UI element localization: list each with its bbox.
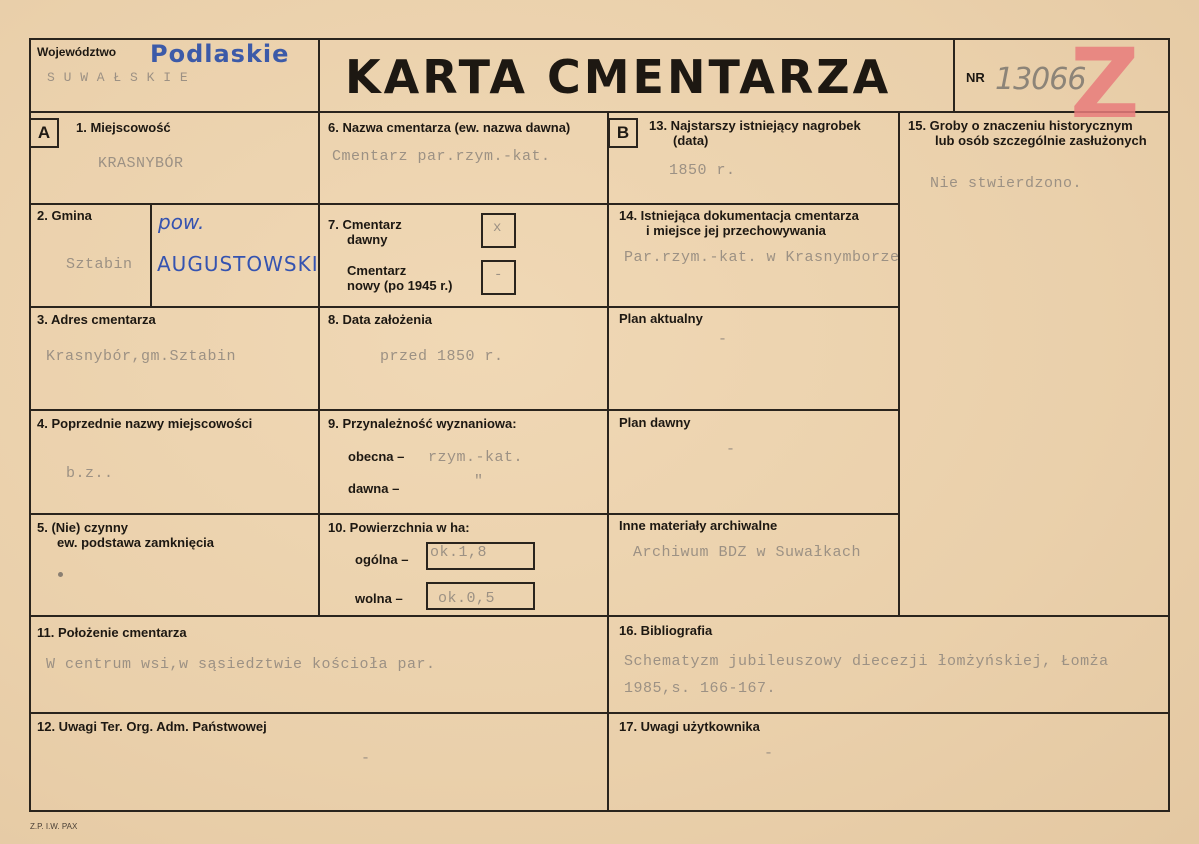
field-11-value: W centrum wsi,w sąsiedztwie kościoła par. [46,656,436,673]
card-title: KARTA CMENTARZA [345,50,892,104]
red-z-mark: Z [1070,28,1140,140]
field-14-label: 14. Istniejąca dokumentacja cmentarza [619,208,859,223]
field-7-label-new: Cmentarz [347,263,407,278]
field-2-value: Sztabin [66,256,133,273]
field-9-obecna-label: obecna – [348,449,405,464]
rule-row2-left [29,306,899,308]
field-7-label-old-sub: dawny [347,232,388,247]
plan-aktualny-label: Plan aktualny [619,311,703,326]
wojewodztwo-typed: S U W A Ł S K I E [47,70,189,85]
rule-row6 [29,712,1170,714]
field-16-value-line2: 1985,s. 166-167. [624,680,777,697]
field-1-label: 1. Miejscowość [76,120,171,135]
rule-row5 [29,615,1170,617]
field-15-value: Nie stwierdzono. [930,175,1083,192]
field-2-label: 2. Gmina [37,208,92,223]
field-8-label: 8. Data założenia [328,312,433,327]
vrule-header-right [953,38,955,111]
field-14-sublabel: i miejsce jej przechowywania [646,223,826,238]
field-12-label: 12. Uwagi Ter. Org. Adm. Państwowej [37,719,267,734]
vrule-col2 [607,111,609,812]
field-8-value: przed 1850 r. [380,348,504,365]
section-a-marker: A [29,118,59,148]
field-5-ink-dot [58,572,63,577]
field-9-dawna-label: dawna – [348,481,400,496]
field-17-value: - [764,745,774,762]
nr-label: NR [966,70,985,85]
field-10-ogolna-value: ok.1,8 [430,544,488,561]
rule-row1-mid [608,203,899,205]
field-6-label: 6. Nazwa cmentarza (ew. nazwa dawna) [328,120,571,135]
field-2-pow-handwritten: pow. [158,210,205,234]
field-13-sublabel: (data) [673,133,709,148]
field-5-label: 5. (Nie) czynny [37,520,129,535]
printer-imprint: Z.P. I.W. PAX [30,822,78,831]
vrule-col1 [318,111,320,615]
wojewodztwo-stamp: Podlaskie [150,40,290,68]
field-7-old-mark: x [493,220,502,236]
field-4-value: b.z.. [66,465,114,482]
field-10-label: 10. Powierzchnia w ha: [328,520,470,535]
field-1-value: KRASNYBÓR [98,155,184,172]
wojewodztwo-label: Województwo [37,45,117,59]
field-10-ogolna-label: ogólna – [355,552,409,567]
field-10-wolna-label: wolna – [355,591,403,606]
inne-materialy-value: Archiwum BDZ w Suwałkach [633,544,862,561]
field-15-label: 15. Groby o znaczeniu historycznym [908,118,1133,133]
vrule-gmina [150,203,152,306]
section-b-marker: B [608,118,638,148]
field-6-value: Cmentarz par.rzym.-kat. [332,148,551,165]
field-3-value: Krasnybór,gm.Sztabin [46,348,237,365]
field-11-label: 11. Położenie cmentarza [37,625,187,640]
field-7-new-mark: - [494,267,503,283]
field-9-obecna-value: rzym.-kat. [428,449,524,466]
field-14-value: Par.rzym.-kat. w Krasnymborze [624,249,900,266]
field-5-sublabel: ew. podstawa zamknięcia [57,535,215,550]
field-16-value-line1: Schematyzm jubileuszowy diecezji łomżyńskiej, Łomża [624,653,1109,670]
field-3-label: 3. Adres cmentarza [37,312,156,327]
field-7-label-old: 7. Cmentarz [328,217,402,232]
nr-value: 13066 [995,62,1086,97]
field-7-label-new-sub: nowy (po 1945 r.) [347,278,453,293]
field-17-label: 17. Uwagi użytkownika [619,719,760,734]
rule-header [29,111,1170,113]
field-12-value: - [361,750,371,767]
rule-row3 [29,409,899,411]
field-9-label: 9. Przynależność wyznaniowa: [328,416,517,431]
field-2-powiat-handwritten: AUGUSTOWSKI [157,252,319,276]
vrule-header-left [318,38,320,111]
field-10-wolna-value: ok.0,5 [438,590,496,607]
field-13-value: 1850 r. [669,162,736,179]
vrule-col3 [898,111,900,615]
field-16-label: 16. Bibliografia [619,623,713,638]
inne-materialy-label: Inne materiały archiwalne [619,518,778,533]
field-4-label: 4. Poprzednie nazwy miejscowości [37,416,253,431]
rule-row4 [29,513,899,515]
plan-dawny-value: - [726,441,736,458]
plan-aktualny-value: - [718,331,728,348]
field-13-label: 13. Najstarszy istniejący nagrobek [649,118,861,133]
plan-dawny-label: Plan dawny [619,415,691,430]
field-15-sublabel: lub osób szczególnie zasłużonych [935,133,1147,148]
field-9-dawna-value: " [474,473,484,490]
